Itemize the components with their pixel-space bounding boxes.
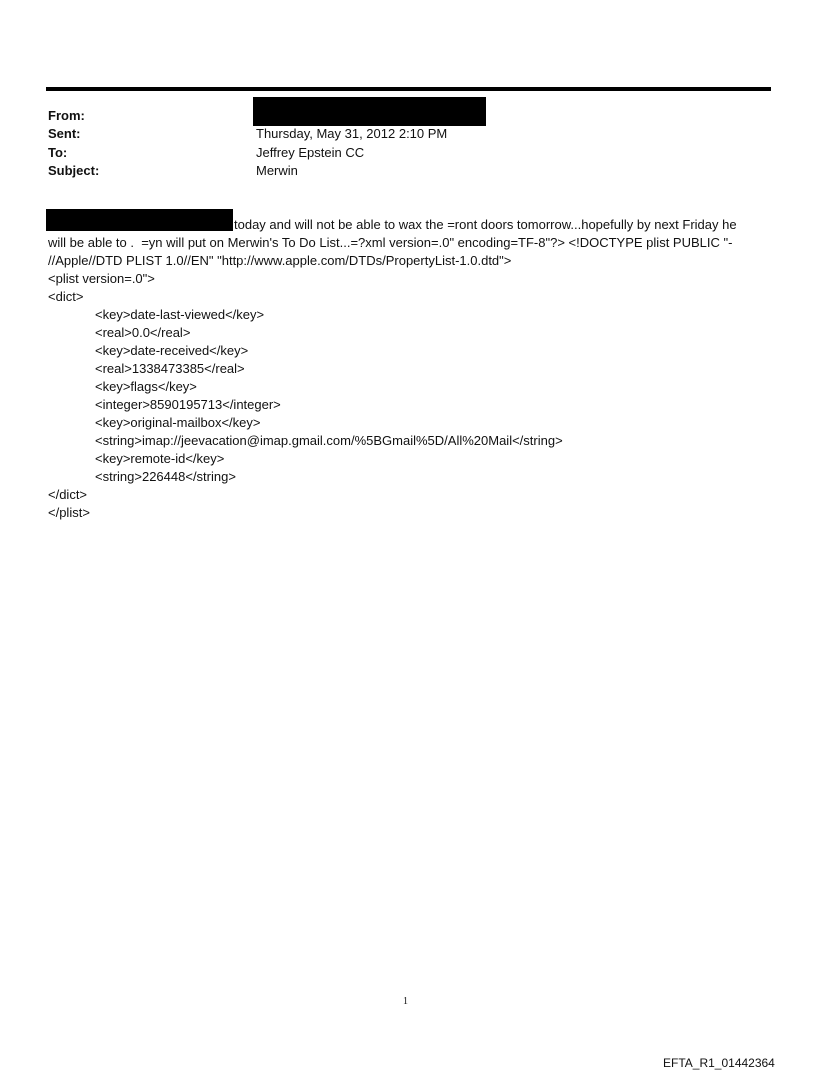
sent-label: Sent: xyxy=(48,126,81,141)
body-line-1: today and will not be able to wax the =ront doors tomorrow...hopefully by next Friday he xyxy=(234,217,737,232)
body-line-10: <key>flags</key> xyxy=(95,379,197,394)
body-line-17: </plist> xyxy=(48,505,90,520)
body-line-16: </dict> xyxy=(48,487,88,502)
sent-value: Thursday, May 31, 2012 2:10 PM xyxy=(256,126,448,141)
to-label: To: xyxy=(48,145,68,160)
body-line-11: <integer>8590195713</integer> xyxy=(95,397,281,412)
body-redaction xyxy=(46,209,233,231)
body-line-14: <key>remote-id</key> xyxy=(95,451,225,466)
body-line-8: <key>date-received</key> xyxy=(95,343,249,358)
subject-label: Subject: xyxy=(48,163,100,178)
body-line-3: //Apple//DTD PLIST 1.0//EN" "http://www.apple.com/DTDs/PropertyList-1.0.dtd"> xyxy=(48,253,512,268)
body-line-6: <key>date-last-viewed</key> xyxy=(95,307,265,322)
body-line-7: <real>0.0</real> xyxy=(95,325,191,340)
from-label: From: xyxy=(48,108,85,123)
body-line-5: <dict> xyxy=(48,289,84,304)
body-line-9: <real>1338473385</real> xyxy=(95,361,245,376)
body-line-4: <plist version=.0"> xyxy=(48,271,155,286)
body-line-2: will be able to . =yn will put on Merwin's To Do List...=?xml version=.0" encoding=TF-8"?> <!DOCTYPE plist PUBLIC "- xyxy=(48,235,733,250)
document-id: EFTA_R1_01442364 xyxy=(663,1056,775,1070)
to-value: Jeffrey Epstein CC xyxy=(256,145,365,160)
body-line-13: <string>imap://jeevacation@imap.gmail.com/%5BGmail%5D/All%20Mail</string> xyxy=(95,433,563,448)
from-redaction xyxy=(253,97,486,126)
header-rule xyxy=(46,87,771,91)
body-line-15: <string>226448</string> xyxy=(95,469,236,484)
page-number: 1 xyxy=(403,996,408,1007)
subject-value: Merwin xyxy=(256,163,298,178)
body-line-12: <key>original-mailbox</key> xyxy=(95,415,261,430)
